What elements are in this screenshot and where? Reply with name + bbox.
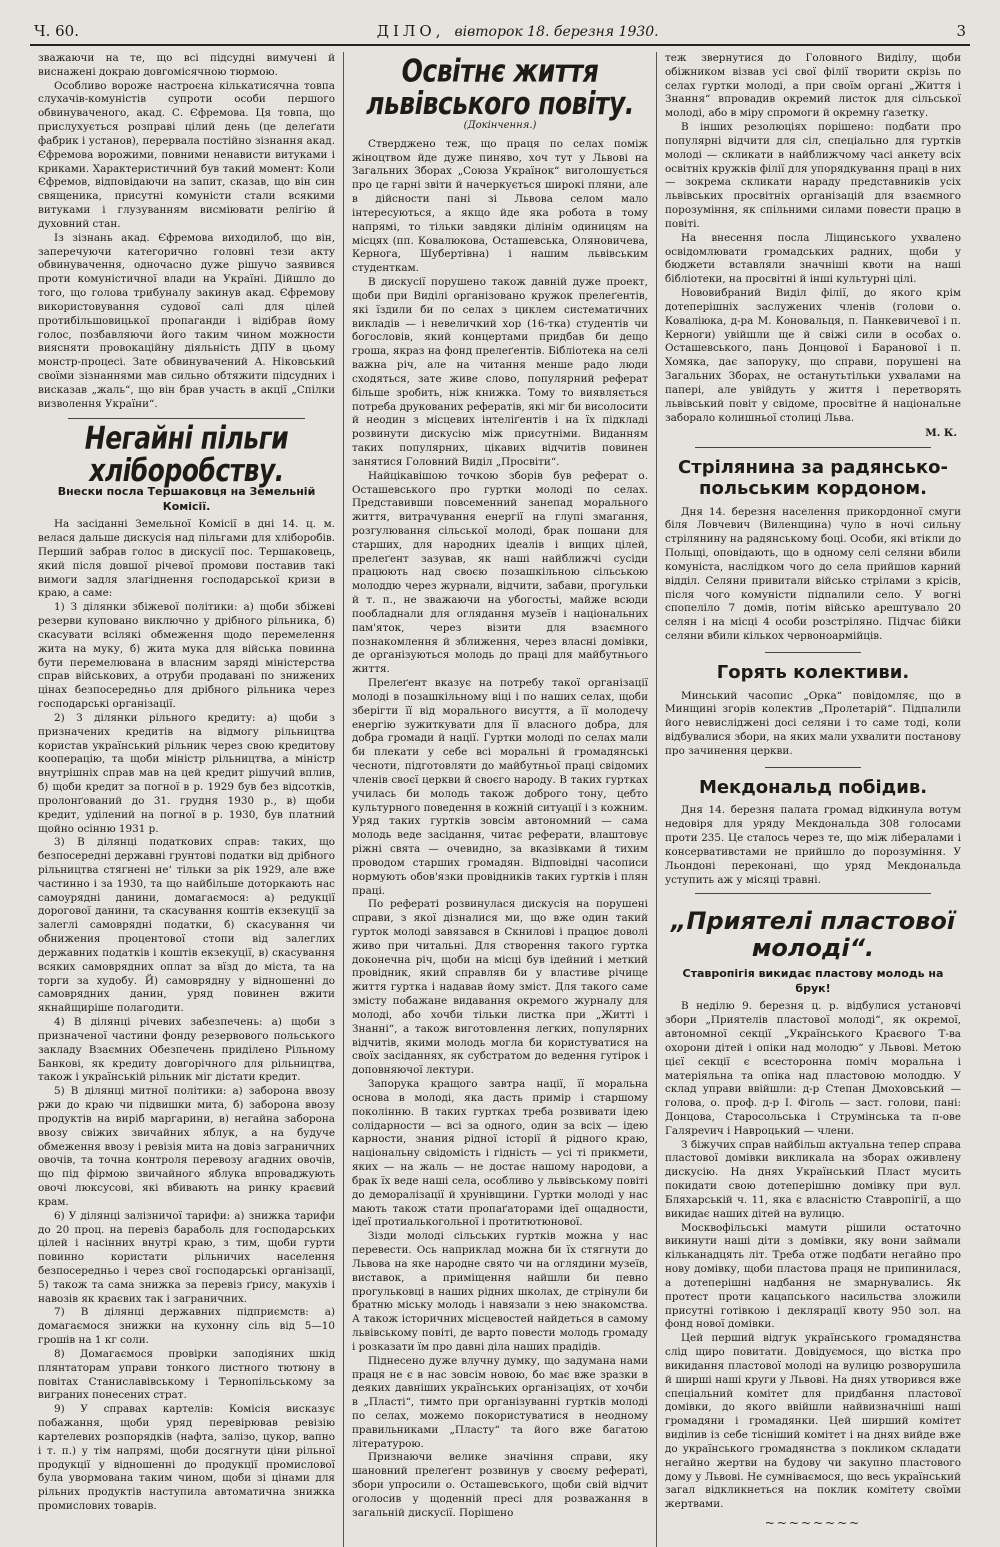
page-header <box>30 22 970 46</box>
paragraph: 9) У справах картелів: Комісія висказує побажання, щоби уряд перевірював ревізію картелевих розпорядків (нафта, залізо, цукор, вапно і т. п.) у тім напрямі, щоби досягнути ціни рільної продукції у відношенні до продукції промислової була увоpмована таким чином, щоби зі цінами для рільних продуктів наступила автоматична знижка промислових товарів. <box>38 1403 335 1513</box>
author-signature: М. К. <box>925 427 957 440</box>
paragraph: Запорука кращого завтра нації, її моральна основа в молоді, яка дасть примір і старшому поколінню. В таких гуртках треба розвивати ідею солідарности — всі за одного, один за всіх — ідею карности, знания рідної історії й рідного краю, національну свідомість і гідність — усі ті прикмети, яких — на жаль — не достає нашому народови, а брак їх веде наші села, особливо у львівському повіті до деморалізації й хрунівщини. Гуртки молоді у нас мають також стати пропаґаторами ідеї ощадности, ідеї протиалькогольної і протитютюнової. <box>352 1078 648 1229</box>
headline-education: Освітнє життя львівського повіту. <box>366 52 634 122</box>
divider <box>68 418 305 419</box>
column-2 <box>343 52 656 1547</box>
paragraph: В дискусії порушено також давній дуже проект, щоби при Виділі організовано кружок прелеґентів, які їздили би по селах з циклем систематичних викладів — і невеличкий хор (16-тка) студентів чи богословів, який концертами придбав би дещо гроша, якраз на фонд прелеґентів. Бібліотека на селі важна річ, але на читання менше радо люди сходяться, зате живе слово, популярний реферат більше зробить, ніж книжка. Тому то виявляється потреба друкованих рефератів, які міг би висолосити й неодин з місцевих інтеліґентів і на їх підкладі розвинути дискусію між присутніми. Виданням таких популярних, цікавих відчитів повинен занятися Головний Виділ „Просвіти“. <box>352 276 648 468</box>
paragraph: На внесення посла Ліщинського ухвалено освідомлювати громадських радних, щоби у бюджети вставляли значніші квоти на наші бібліотеки, на просвітні й інші культурні цілі. <box>665 231 961 286</box>
divider <box>765 767 861 768</box>
paragraph: Минський часопис „Орка“ повідомляє, що в Минщині згорів колектив „Пролетарій“. Підпалили його невисліджені досі селяни і то саме тоді, коли відбувалися збори, на яких мали ухвалити постанову про зачинення церкви. <box>665 689 961 757</box>
headline-agriculture: Негайні пільги хліборобству. <box>84 419 289 489</box>
divider <box>695 893 931 894</box>
paragraph: 2) З ділянки рільного кредиту: а) щоби з призначених кредитів на відмогу рільництва користав український рільник через свою кредитову кооперацію, та щоби міністр рільництва, а міністр внутрішніх справ мав на цей кредит рішучий вплив, б) щоби кредит за погної в р. 1929 був без відсотків, пролонґований до 31. грудня 1930 р., в) щоби кредит, уділений на погної в р. 1930, був платний щойно осінню 1931 р. <box>38 711 335 835</box>
paragraph: Цей перший відгук українського громадянства слід щиро повитати. Довідуємося, що вістка про викидання пластової молоді на вулицю розворушила й ширші наші круги у Львові. На днях утворився вже спеціальний комітет для придбання пластової домівки, до якого ввійшли найвизначніші наші громадяни і громадянки. Цей ширший комітет виділив із себе тісніший комітет і на днях вийде вже до українського громадянства з покликом складати негайно жертви на будову чи закупно пластового дому у Львові. Не сумніваємося, що весь український загал відкликнеться на поклик комітету своїми жертвами. <box>665 1332 961 1511</box>
paragraph: Піднесено дуже влучну думку, що задумана нами праця не є в нас зовсім новою, бо має вже зразки в деяких давніших українських організаціях, от хочби в „Пласті“, тимто при організуванні гуртків молоді по селах, можемо покористуватися в неодному правильниками „Пласту“ та його вже багатою літературою. <box>352 1354 648 1450</box>
newspaper-title: ДІЛО, <box>376 22 445 40</box>
paragraph: 6) У ділянці залізничої тарифи: а) знижка тарифи до 20 проц. на перевіз бараболь для господарських цілей і насінних внутрі краю, з тим, щоби гурти повинно користати рільничих населення безпосередньо і через свої господарські організації, 5) також та сама знижка за перевіз ґрису, макухів і навозів як краєвих так і заграничних. <box>38 1209 335 1305</box>
divider <box>765 652 861 653</box>
issue-date: вівторок 18. березня 1930. <box>454 24 659 40</box>
paragraph: зважаючи на те, що всі підсудні вимучені й виснажені докраю довгомісячною тюрмою. <box>38 52 335 78</box>
paragraph: 3) В ділянці податкових справ: таких, що безпосередні державні грунтові податки від дрібного рільництва стягнені не‘ тільки за рік 1929, але вже частинно і за 1930, та що найбільше доторкають нас самоурядні данини, домагаємося: а) редукції дорогової данини, та скасування коштів екзекуції за залеглі самоврядні податки, б) скасування чи обнижения процентової стопи від залеглих державних податків і коштів екзекуції, в) скасування всяких самоврядних оплат за вїзд до міста, та на торги за худобу. Й) самоврядну у відношенні до самоврядних данин, уряд повинен вжити якнайщиріше полагодити. <box>38 836 335 1015</box>
paragraph: Дня 14. березня населення прикордонної смуги біля Ловчевич (Виленщина) чуло в ночі сильну стрілянину на радянському боці. Особи, які втікли до Польщі, оповідають, що в одному селі селяни вбили комуніста, наслідком чого до села прийшов карний відділ. Селяни привитали військо стрілами з крісів, після чого комуністи підпалили село. У вогні спопеліло 7 домів, потім військо арештувало 20 селян і на місці 4 особи розстріляно. Підчас бійки селяни вбили кількох червоноармійців. <box>665 505 961 643</box>
paragraph: 5) В ділянці митної політики: а) заборона ввозу ржи до краю чи підвишки мита, б) заборона ввозу продуктів на виріб маргарини, в) негайна заборона ввозу свіжих звичайних яблук, а на будуче обмеження ввозу і ревізія мита на довіз заграничних овочів, та точна контроля перевозу агадних овочів, що під фірмою звичайного яблука впроваджують овочі люксусові, які вбивають на ринку краєвий крам. <box>38 1085 335 1208</box>
paragraph: З біжучих справ найбільш актуальна тепер справа пластової домівки викликала на зборах оживлену дискусію. На днях Український Пласт мусить покидати свою дотеперішню домівку при вул. Бляхарській ч. 11, яка є власністю Ставропігії, а що викидає наших дітей на вулицю. <box>665 1138 961 1220</box>
paragraph: 8) Домагаємося провірки заподіяних шкід плянтаторам управи тонкого листного тютюну в повітах Станиславівському і Тернопільському за виграних понесених страт. <box>38 1347 335 1402</box>
subheadline: Внески посла Тершаковця на Земельній Комісії. <box>57 485 316 513</box>
paragraph: Признаючи велике значіння справи, яку шановний прелеґент розвинув у своєму рефераті, збори упросили о. Осташевського, щоби свій відчит оголосив у щоденній пресі для розважання в загальній дискусії. Порішено <box>352 1451 648 1519</box>
headline-macdonald: Мекдональд побідив. <box>698 776 928 798</box>
headline-plast: „Приятелі пластової молоді“. <box>670 907 956 962</box>
paragraph: Москвофільські мамути рішили остаточно викинути наші діти з домівки, яку вони займали кільканадцять літ. Треба отже подбати негайно про нову домівку, щоби пластова праця не припинилася, а дотеперішні надбання не змарнувались. Як протест проти кацапського насильства зложили присутні готівкою і деклярації квоту 950 зол. на фонд нової домівки. <box>665 1221 961 1331</box>
paragraph: Дня 14. березня палата громад відкинула вотум недовіря для уряду Мекдональда 308 голосами проти 235. Це сталось через те, що між лібералами і консервативстами не прийшло до порозуміння. У Льондоні переконані, що уряд Мекдональда уступить аж у місяці травні. <box>665 804 961 886</box>
paragraph: Прелеґент вказує на потребу такої організації молоді в позашкільному віці і по наших селах, щоби зберігти її від морального висуття, а її молодечу енергію зужиткувати для її власного добра, для добра громади й нації. Гуртки молоді по селах мали би плекати у себе всі моральні й громадянські чесноти, підготовляти до майбутньої праці свідомих членів своєї церкви й своєго народу. В таких гуртках училась би молодь також доброго тону, цебто культурного поведення в кожній ситуації і з кожним. Уряд таких гуртків зовсім автономний — сама молодь веде засідання, читає реферати, влаштовує ріжні свята — очевидно, за вказівками й тихим проводом старших громадян. Відповідні часописи нормують обов'язки провідників таких гуртків і плян праці. <box>352 677 648 897</box>
paragraph: 4) В ділянці річевих забезпечень: а) щоби з призначеної частини фонду резервового польського закладу Взаємних Обезпечень приділено Рільному Банкові, як кредиту довгорічного для рільництва, також і українській рільник міг дістати кредит. <box>38 1016 335 1084</box>
column-3 <box>656 52 969 1547</box>
paragraph: На засіданні Земельної Комісії в дні 14. ц. м. велася дальше дискусія над пільгами для хліборобів. Перший забрав голос в дискусії пос. Тершаковець, який після довшої річевої промови поставив такі вимоги задля злагіднення господарської кризи в краю, а саме: <box>38 518 335 600</box>
column-1 <box>30 52 343 1547</box>
columns <box>30 52 970 1547</box>
paragraph: В неділю 9. березня ц. р. відбулися установчі збори „Приятелів пластової молоді“, як окремої, автономної секції „Українського Краєвого Т-ва охорони дітей і опіки над молодю“ у Львові. Метою цієї секції є всесторонна поміч моральна і матеріяльна та опіка над пластовою молоддю. У склад управи ввійшли: д-р Степан Дмоховський — голова, о. проф. д-р І. Фіголь — заст. голови, пані: Донцова, Старосольська і Струмінська та п-ове Галярevич і Навроцький — члени. <box>665 1000 961 1137</box>
subheadline: Ставропігія викидає пластову молодь на брук! <box>682 967 944 995</box>
page-number: 3 <box>956 22 966 40</box>
paragraph: Найцікавішою точкою зборів був реферат о. Осташевського про гуртки молоді по селах. Представивши повсеменний занепад морального життя, витрачування енергії на глупі змагання, розгулювання сільської молоді, брак пошани для старших, для народних ідеалів і вищих цілей, прелеґент зазував, як наші найближчі сусіди працюють над своєю позашкільною сільською молоддю через журнали, відчити, забави, прогульки й т. п., не зважаючи на убогостьі, майже всюди пообладнали для оглядання музеїв і національних пам'яток, через візити для взаємного познакомлення й зближення, через власні домівки, де організуються молодь до праці для майбутнього життя. <box>352 469 648 676</box>
paragraph: Із зізнань акад. Єфремова виходилоб, що він, заперечуючи категорично головні тези акту обвинувачення, одночасно дуже рішучо заявився проти комуністичної влади на Україні. Дійшло до того, що голова трибуналу закинув акад. Єфремову використовування судової салі для цілей протибільшовицької пропаганди і відібрав йому голос, позбавляючи його таким чином можности виясняти провокаційну діяльність ДПУ в цьому монстр-процесі. Зате обвинувачений А. Ніковський своїми зізнаннями мав сильно обтяжити підсудних і висказав „жаль“, що він брав участь в акції „Спілки визволення України“. <box>38 231 335 410</box>
headline-border-shooting: Стрілянина за радянсько-польським кордоном. <box>678 457 948 499</box>
headline-collectives: Горять колективи. <box>716 661 910 683</box>
ornament-divider: ~~~~~~~~ <box>764 1516 862 1530</box>
paragraph: Особливо вороже настроєна кількатисячна товпа слухачів-комуністів супроти особи першого обвинуваченого, акад. С. Єфремова. Ця товпа, що прислухується розправі цілий день (це делеґати фабрик і установ), перервала постійно зізнання акад. Єфремова ворожими, повними ненависти витуками і криками. Характеристичний був такий момент: Коли Єфремов, відповідаючи на запит, сказав, що він син священика, присутні комуністи стали всякими витуками і глузуванням висміювати релігію й духовний стан. <box>38 79 335 230</box>
masthead <box>377 22 659 40</box>
divider <box>695 447 931 448</box>
paragraph: Ствердженo теж, що праця по селах поміж жіноцтвом йде дуже пиняво, хоч тут у Львові на Загальних Зборах „Союза Українок“ виголошується про це гарні звіти й начеркується широкі пляни, але в дійсности пані зі Львова селом мало інтересуються, а якщо йде яка робота в тому напрямі, то тільки завдяки ділінім одиницям на місцях (пп. Ковалюкова, Осташевська, Оляновичева, Кернога, Шубертівна) і нашим львівським студенткам. <box>352 137 648 275</box>
paragraph: 7) В ділянці державних підприємств: а) домагаємося знижки на кухонну сіль від 5—10 грошів на 1 кг соли. <box>38 1306 335 1347</box>
issue-number: Ч. 60. <box>34 22 79 40</box>
continuation-note: (Докінчення.) <box>463 119 537 131</box>
paragraph: Нововибраний Виділ філії, до якого крім дотеперішніх заслужених членів (голови о. Коваліюка, д-ра М. Коновальця, п. Панкевичевої і п. Керноги) увійшли ще й свіжі сили в особах о. Осташевського, пань Донцової і Баранової і п. Хомяка, дає запоруку, що справи, порушені на Загальних Зборах, не останутьтільки ухвалами на папері, але увійдуть у життя і перетворять львівський повіт у свідоме, просвітне й національне заборало колишньої столиці Льва. <box>665 287 961 424</box>
paragraph: теж звернутися до Головного Виділу, щоби обіжником візвав усі свої філії творити скрізь по селах гуртки молоді, а при своїм органі „Життя і Знання“ впровадив окремий листок для сільської молоді, або в міру спромоги й окремну ґазетку. <box>665 52 961 120</box>
paragraph: Зізди молоді сільських гуртків можна у нас перевести. Ось наприклад можна би їх стягнути до Львова на яке народне свято чи на оглядини музеїв, виставок, а приміщення найшли би певно прогульковці в наших рідних школах, де стрінули би братню міську молодь і навязали з нею знакомства. А також історичних місцевостей найдеться в самому львівському повіті, де варто повести молодь громаду і розказати їм про давні діла наших прадідів. <box>352 1230 648 1353</box>
paragraph: В інших резолюціях порішено: подбати про популярні відчити для сіл, спеціально для гуртків молоді — скликати в найближчому часі анкету всіх освітніх кружків філії для упорядкування праці в них — зокрема скликати нараду представників усіх львівських просвітніх організацій для взаємного порозуміння, як спільними силами повести працю в повіті. <box>665 121 961 230</box>
paragraph: По рефераті розвинулася дискусія на порушені справи, з якої дізналися ми, що вже один такий гурток молоді завязався в Скнилові і працює доволі живо при читальні. Для створення такого гуртка доконечна річ, щоби на місці був ідейний і меткий провідник, який справляв би у властиве річище життя гуртка і надавав йому зміст. Для такого саме змісту побажане видавання окремого журналу для молоді, або хочби тільки листка при „Житті і Знанні“, а також виготовлення легких, популярних відчитів, якими молодь могла би користуватися на своїх засіданнях, як субстратом до ведення гутірок і доповняючої лектури. <box>352 898 648 1077</box>
paragraph: 1) З ділянки збіжевої політики: а) щоби збіжеві резерви куповано виключно у дрібного рільника, б) скасувати всілякі обмеження щодо перемелення жита на муку, б) жита мука для війська повинна бути перемелювана в власним заряді міністерства справ військових, а отруби продавані по знижених цінах безпосередньо для дрібного рільника через господарські організації. <box>38 601 335 711</box>
